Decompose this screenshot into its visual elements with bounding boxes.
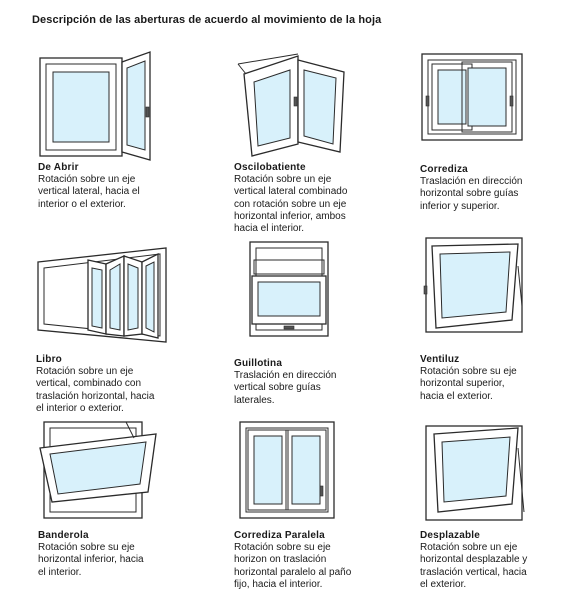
window-caption [234,358,414,407]
window-caption [38,162,218,211]
window-caption [420,164,578,213]
window-description: Rotación sobre un eje vertical lateral, hacia el interior o el exterior. [38,174,140,210]
window-caption [38,530,218,579]
window-name: Banderola [38,530,89,541]
window-name: Oscilobatiente [234,162,306,173]
window-name: De Abrir [38,162,79,173]
window-name: Corrediza Paralela [234,530,325,541]
window-description: Rotación sobre un eje horizontal desplazable y traslación vertical, hacia el exterior. [420,542,528,590]
projecting-window-illustration [420,420,545,530]
window-description: Traslación en dirección horizontal sobre guías inferior y superior. [420,176,523,212]
window-caption [420,354,578,403]
window-caption [234,162,414,235]
window-caption [420,530,578,591]
page-title: Descripción de las aberturas de acuerdo al movimiento de la hoja [32,14,382,26]
window-name: Libro [36,354,62,365]
parallel-sliding-window-illustration [234,420,359,530]
window-caption [234,530,414,591]
window-description: Traslación en dirección vertical sobre guías laterales. [234,370,337,406]
window-name: Ventiluz [420,354,460,365]
window-caption [36,354,216,415]
window-name: Desplazable [420,530,481,541]
sash-window-illustration [234,240,359,355]
window-description: Rotación sobre un eje vertical lateral combinado con rotación sobre un eje horizontal inferior, ambos hacia el interior. [234,174,348,235]
tilt-turn-window-illustration [234,52,359,162]
folding-window-illustration [36,246,171,356]
hopper-window-illustration [38,420,163,530]
awning-window-illustration [420,236,545,346]
window-name: Guillotina [234,358,283,369]
window-description: Rotación sobre un eje vertical, combinado con traslación horizontal, hacia el interior o exterior. [36,366,155,414]
window-description: Rotación sobre su eje horizontal inferior, hacia el interior. [38,542,144,578]
sliding-window-illustration [420,52,545,162]
window-description: Rotación sobre su eje horizontal superior, hacia el exterior. [420,366,517,402]
casement-window-illustration [38,52,163,162]
window-description: Rotación sobre su eje horizon on traslación horizontal paralelo al paño fijo, hacia el interior. [234,542,352,590]
window-name: Corrediza [420,164,468,175]
